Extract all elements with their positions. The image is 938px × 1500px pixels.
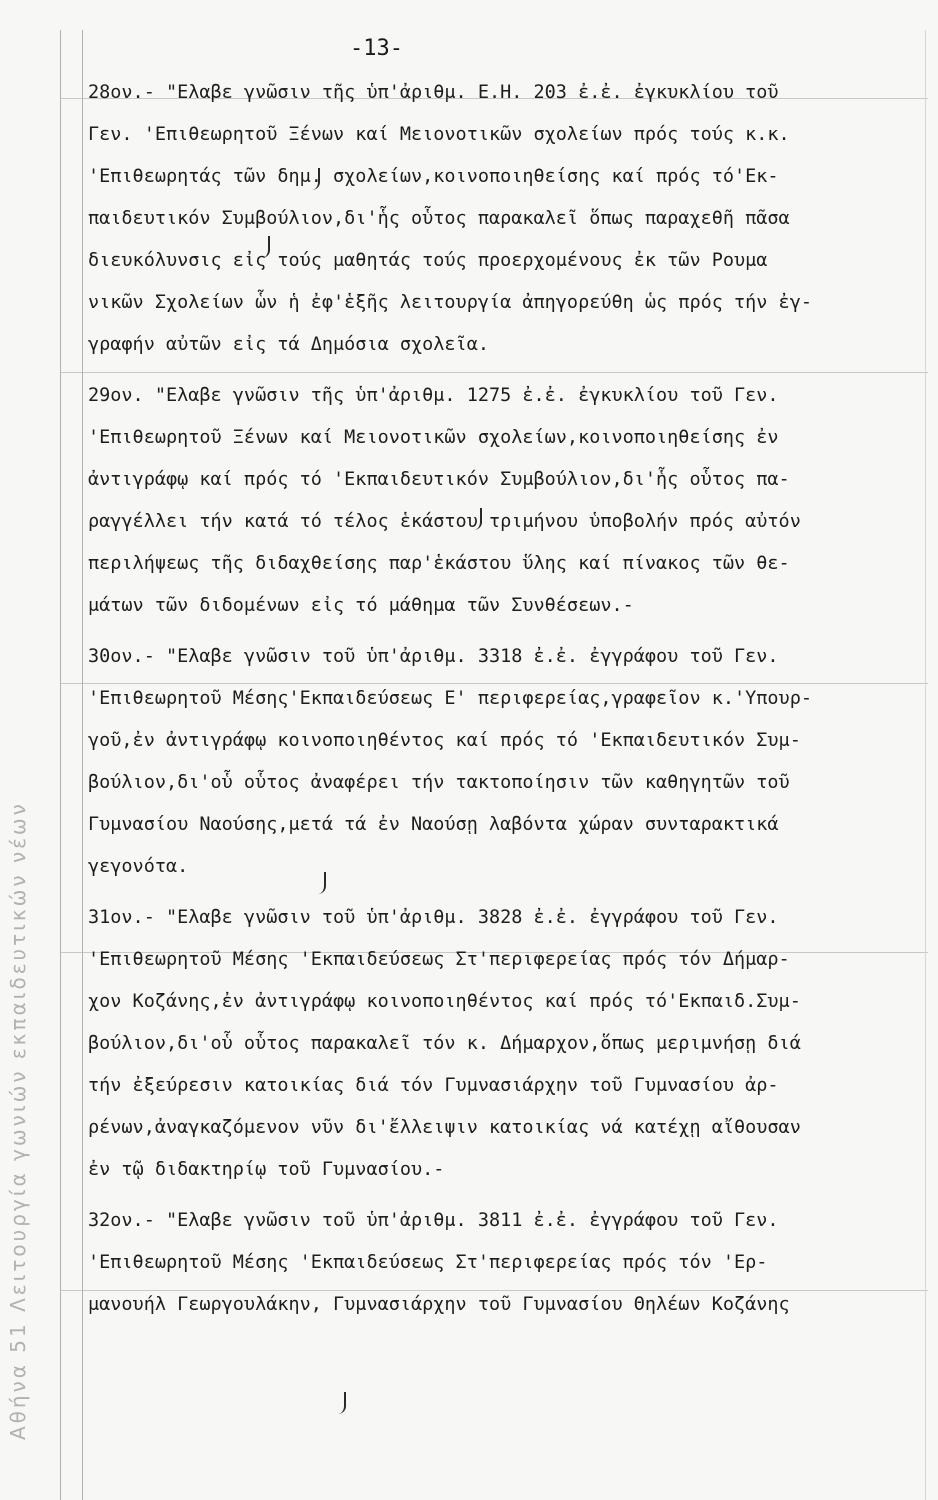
text-line: διευκόλυνσις εἰς τούς μαθητάς τούς προερχομένους ἐκ τῶν Ρουμα [88,250,768,271]
text-line: 32ον.- "Ελαβε γνῶσιν τοῦ ὑπ'ἀριθμ. 3811 ἐ.ἐ. ἐγγράφου τοῦ Γεν. [88,1210,779,1231]
text-line: γοῦ,ἐν ἀντιγράφῳ κοινοποιηθέντος καί πρός τό 'Εκπαιδευτικόν Συμ- [88,730,801,751]
text-line: παιδευτικόν Συμβούλιον,δι'ἧς οὗτος παρακαλεῖ ὅπως παραχεθῆ πᾶσα [88,208,790,229]
text-line: χον Κοζάνης,ἐν ἀντιγράφῳ κοινοποιηθέντος καί πρός τό'Εκπαιδ.Συμ- [88,991,801,1012]
side-stamp: Αθήνα 51 Λειτουργία γωνιών εκπαιδευτικών νέων [6,801,30,1440]
text-line: νικῶν Σχολείων ὧν ἡ ἐφ'ἑξῆς λειτουργία ἀπηγορεύθη ὡς πρός τήν ἐγ- [88,292,812,313]
text-line: 'Επιθεωρητοῦ Μέσης 'Εκπαιδεύσεως Στ'περιφερείας πρός τόν 'Ερ- [88,1252,768,1273]
handwritten-mark [338,1392,346,1414]
form-vline [60,30,61,1500]
text-line: τήν ἐξεύρεσιν κατοικίας διά τόν Γυμνασιάρχην τοῦ Γυμνασίου ἀρ- [88,1075,779,1096]
entry-31 [88,897,920,1191]
text-line: Γεν. 'Επιθεωρητοῦ Ξένων καί Μειονοτικῶν σχολείων πρός τούς κ.κ. [88,124,790,145]
text-line: 'Επιθεωρητάς τῶν δημ. σχολείων,κοινοποιηθείσης καί πρός τό'Εκ- [88,166,779,187]
text-line: περιλήψεως τῆς διδαχθείσης παρ'ἑκάστου ὕλης καί πίνακος τῶν θε- [88,553,790,574]
text-line: ἀντιγράφῳ καί πρός τό 'Εκπαιδευτικόν Συμβούλιον,δι'ἧς οὗτος πα- [88,469,790,490]
form-vline [925,30,926,1500]
entry-gap [88,627,920,636]
text-line: βούλιον,δι'οὗ οὗτος παρακαλεῖ τόν κ. Δήμαρχον,ὅπως μεριμνήσῃ διά [88,1033,801,1054]
text-line: γεγονότα. [88,856,189,877]
text-line: 'Επιθεωρητοῦ Μέσης 'Εκπαιδεύσεως Στ'περιφερείας πρός τόν Δήμαρ- [88,949,790,970]
text-line: 29ον. "Ελαβε γνῶσιν τῆς ὑπ'ἀριθμ. 1275 ἐ.ἐ. ἐγκυκλίου τοῦ Γεν. [88,385,779,406]
text-line: γραφήν αὐτῶν εἰς τά Δημόσια σχολεῖα. [88,334,489,355]
document-body [88,72,920,1326]
text-line: 30ον.- "Ελαβε γνῶσιν τοῦ ὑπ'ἀριθμ. 3318 ἐ.ἐ. ἐγγράφου τοῦ Γεν. [88,646,779,667]
text-line: ρένων,ἀναγκαζόμενον νῦν δι'ἔλλειψιν κατοικίας νά κατέχῃ αἴθουσαν [88,1117,801,1138]
entry-gap [88,366,920,375]
text-line: ἐν τῷ διδακτηρίῳ τοῦ Γυμνασίου.- [88,1159,445,1180]
text-line: βούλιον,δι'οὗ οὗτος ἀναφέρει τήν τακτοποίησιν τῶν καθηγητῶν τοῦ [88,772,790,793]
entry-gap [88,1191,920,1200]
text-line: ραγγέλλει τήν κατά τό τέλος ἑκάστου τριμήνου ὑποβολήν πρός αὐτόν [88,511,801,532]
text-line: Γυμνασίου Ναούσης,μετά τά ἐν Ναούσῃ λαβόντα χώραν συνταρακτικά [88,814,779,835]
entry-28 [88,72,920,366]
entry-gap [88,888,920,897]
entry-32 [88,1200,920,1326]
text-line: μανουήλ Γεωργουλάκην, Γυμνασιάρχην τοῦ Γυμνασίου Θηλέων Κοζάνης [88,1294,790,1315]
text-line: 31ον.- "Ελαβε γνῶσιν τοῦ ὑπ'ἀριθμ. 3828 ἐ.ἐ. ἐγγράφου τοῦ Γεν. [88,907,779,928]
form-vline [82,30,83,1500]
text-line: 28ον.- "Ελαβε γνῶσιν τῆς ὑπ'ἀριθμ. Ε.Η. 203 ἐ.ἐ. ἐγκυκλίου τοῦ [88,82,779,103]
page-number: -13- [350,36,403,61]
entry-29 [88,375,920,627]
text-line: μάτων τῶν διδομένων εἰς τό μάθημα τῶν Συνθέσεων.- [88,595,634,616]
text-line: 'Επιθεωρητοῦ Μέσης'Εκπαιδεύσεως Ε' περιφερείας,γραφεῖον κ.'Υπουρ- [88,688,812,709]
entry-30 [88,636,920,888]
text-line: 'Επιθεωρητοῦ Ξένων καί Μειονοτικῶν σχολείων,κοινοποιηθείσης ἐν [88,427,779,448]
